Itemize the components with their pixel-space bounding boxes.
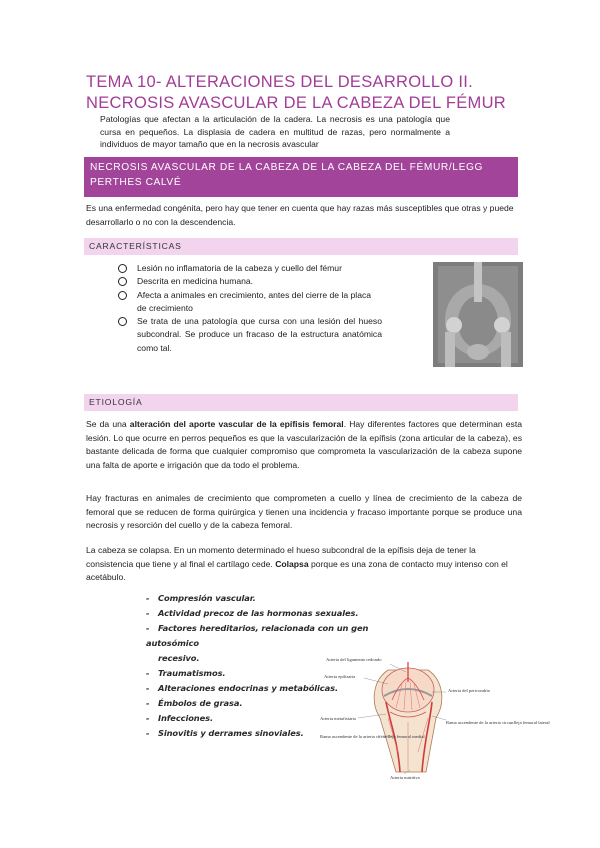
bullet-circle-icon — [118, 277, 127, 286]
bullet-text: Lesión no inflamatoria de la cabeza y cuello del fémur — [137, 263, 342, 273]
cause-text: Traumatismos. — [158, 668, 226, 678]
list-item: - Alteraciones endocrinas y metabólicas. — [146, 683, 338, 693]
diagram-label-pericondrio: Arteria del pericondrio — [448, 688, 491, 693]
cause-text: Sinovitis y derrames sinoviales. — [158, 728, 304, 738]
bullet-circle-icon — [118, 291, 127, 300]
hip-xray-image — [433, 262, 523, 367]
list-item — [118, 289, 382, 316]
list-item — [118, 262, 382, 275]
list-item — [118, 275, 382, 288]
text-span: La cabeza se colapsa. En un momento determinado el hueso subcondral de la epífisis deja de tener la consistencia que tiene y al final el cartílago cede. — [86, 545, 476, 569]
intro-paragraph: Patologías que afectan a la articulación de la cadera. La necrosis es una patología que cursa en pequeños. La displasia de cadera en multitud de razas, pero normalmente a individuos de mayor tamaño que en la necrosis avascular — [100, 114, 450, 149]
bullet-text: Descrita en medicina humana. — [137, 276, 254, 287]
list-item: - Sinovitis y derrames sinoviales. — [146, 728, 304, 738]
text-span: Se da una — [86, 419, 130, 429]
cause-text: recesivo. — [158, 653, 200, 663]
list-item: - Émbolos de grasa. — [146, 698, 243, 708]
text-span: porque es una zona de contacto muy intenso con el acetábulo. — [86, 558, 508, 583]
cause-text: Compresión vascular. — [158, 593, 256, 603]
text-span: . Hay diferentes factores que determinan esta lesión. Lo que ocurre en perros pequeños es que la vascularización de la epífisis (zona articular de la cabeza), es bastante delicada de forma que cualquier compromiso que comprometa la vascularización de la cabeza supone una falta de aporte e irrigación que da todo el problema. — [86, 419, 522, 470]
cause-text: Alteraciones endocrinas y metabólicas. — [158, 683, 338, 693]
diagram-label-epifisaria: Arteria epifisaria — [324, 674, 356, 679]
list-item: - Compresión vascular. — [146, 593, 256, 603]
etiologia-paragraph-2: Hay fracturas en animales de crecimiento que comprometen a cuello y línea de crecimiento de la cabeza de femoral que se reducen de forma quirúrgica y tienen una incidencia y fracaso importante porque se produce una necrosis y resorción del cuello y de la cabeza femoral. — [86, 493, 522, 531]
bullet-circle-icon — [118, 264, 127, 273]
bullet-text: Se trata de una patología que cursa con una lesión del hueso subcondral. Se produce un fracaso de la estructura anatómica como tal. — [137, 316, 382, 353]
cause-text: Émbolos de grasa. — [158, 698, 243, 708]
cause-text: Actividad precoz de las hormonas sexuales. — [158, 608, 359, 618]
diagram-label-circunfleja-lateral: Rama ascendente de la arteria circunfleja femoral lateral — [446, 720, 550, 725]
banner-paragraph: Es una enfermedad congénita, pero hay que tener en cuenta que hay razas más susceptibles que otras y puede desarrollarlo o no con la descendencia. — [86, 203, 514, 227]
diagram-label-ligamento: Arteria del ligamento redondo — [326, 657, 382, 662]
diagram-label-circunfleja-medial: Rama ascendente de la arteria circunfleja femoral medial — [320, 734, 425, 739]
list-item: - Infecciones. — [146, 713, 214, 723]
list-item: - Factores hereditarios, relacionada con un gen autosómico — [146, 623, 369, 648]
caracteristicas-heading: CARACTERÍSTICAS — [84, 238, 518, 255]
bullet-text: Afecta a animales en crecimiento, antes del cierre de la placa de crecimiento — [137, 289, 372, 313]
etiologia-paragraph-1 — [86, 418, 522, 472]
cause-text: Factores hereditarios, relacionada con un gen autosómico — [146, 623, 369, 648]
diagram-label-metafisiaria: Arteria metafisiaria — [320, 716, 356, 721]
list-item: - Actividad precoz de las hormonas sexuales. — [146, 608, 359, 618]
list-item — [118, 315, 382, 355]
diagram-label-nutritiva: Arteria nutritiva — [390, 775, 420, 780]
bold-text: Colapsa — [275, 558, 309, 569]
cause-text: Infecciones. — [158, 713, 214, 723]
bold-text: alteración del aporte vascular de la epífisis femoral — [129, 419, 344, 429]
list-item: - Traumatismos. — [146, 668, 226, 678]
etiologia-paragraph-3 — [86, 544, 522, 585]
bullet-circle-icon — [118, 317, 127, 326]
page-title: TEMA 10- ALTERACIONES DEL DESARROLLO II. NECROSIS AVASCULAR DE LA CABEZA DEL FÉMUR — [86, 73, 507, 112]
section-banner: NECROSIS AVASCULAR DE LA CABEZA DE LA CABEZA DEL FÉMUR/LEGG PERTHES CALVÉ — [84, 157, 518, 197]
caracteristicas-list — [118, 262, 382, 355]
etiologia-heading: ETIOLOGÍA — [84, 394, 518, 411]
femoral-vascular-diagram — [318, 652, 550, 782]
